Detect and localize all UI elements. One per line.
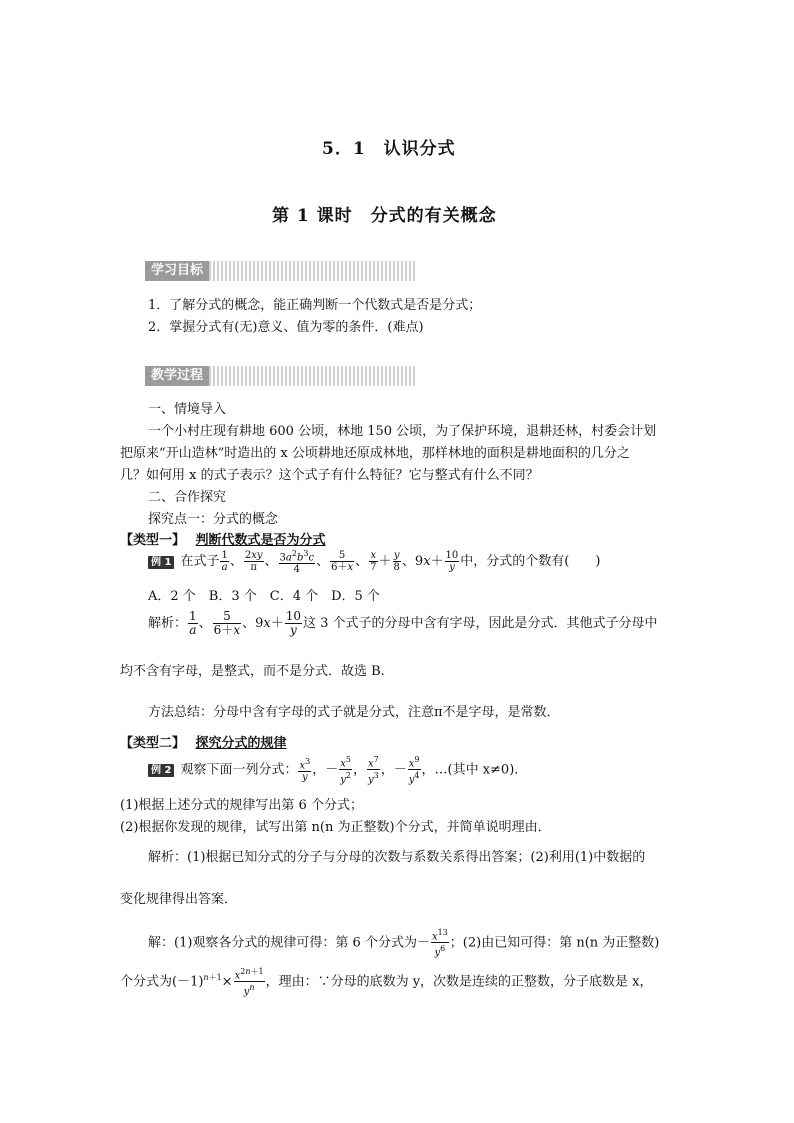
lesson-title: 第 1 课时 分式的有关概念 xyxy=(272,206,497,226)
solution-prefix: 解：(1)观察各分式的规律可得：第 6 个分式为－ xyxy=(148,935,430,951)
expr-10-over-y: $\frac{10}{y}$ xyxy=(445,550,459,574)
solution-line-2: 个分式为$(-1)^{n+1}\times$ $\frac{x^{2n+1}}{y^n}$ ，理由：∵分母的底数为 y，次数是连续的正整数，分子底数是 x， xyxy=(120,967,653,998)
expr-1-over-a: $\frac{1}{a}$ xyxy=(221,550,228,574)
type2-label: 【类型二】 xyxy=(120,736,186,751)
intro-line-1: 一个小村庄现有耕地 600 公顷，林地 150 公顷，为了保护环境，退耕还林，村委会计划 xyxy=(148,424,657,439)
explore-point-1: 探究点一：分式的概念 xyxy=(148,512,279,527)
example-1-prefix: 在式子 xyxy=(180,554,220,570)
type1-row xyxy=(120,529,326,548)
intro-line-2: 把原来“开山造林”时造出的 x 公顷耕地还原成林地，那样林地的面积是耕地面积的几分之 xyxy=(120,446,630,461)
expr-5-over-6-plus-x: $\frac{5}{6+x}$ xyxy=(331,550,354,574)
expr-2xy-over-pi: $\frac{2xy}{\pi}$ xyxy=(244,550,263,574)
example-2-question-1: (1)根据上述分式的规律写出第 6 个分式； xyxy=(120,798,363,813)
example-2-prefix: 观察下面一列分式： xyxy=(180,762,298,778)
example-1-badge: 例 1 xyxy=(148,556,174,569)
example-1-analysis-line-2: 均不含有字母，是整式，而不是分式．故选 B. xyxy=(120,664,385,679)
seq-term-4: $\frac{x^9}{y^4}$ xyxy=(408,755,420,786)
intro-line-3: 几？如何用 x 的式子表示？这个式子有什么特征？它与整式有什么不同？ xyxy=(120,468,539,483)
analysis-expr-5-over-6-plus-x: $\frac{5}{6+x}$ xyxy=(213,609,241,637)
type2-row xyxy=(120,732,287,751)
example-2-analysis-line-2: 变化规律得出答案． xyxy=(120,892,238,907)
example-2-badge: 例 2 xyxy=(148,764,174,777)
objectives-header-bar xyxy=(145,261,417,281)
example-2-analysis-line-1: 解析：(1)根据已知分式的分子与分母的次数与系数关系得出答案；(2)利用(1)中数据的 xyxy=(148,850,646,865)
objective-item-2: 2．掌握分式有(无)意义、值为零的条件．(难点) xyxy=(148,320,424,335)
example-2-line: 例 2 观察下面一列分式： $\frac{x^3}{y}$ ，－ $\frac{x^5}{y^2}$ ， $\frac{x^7}{y^3}$ ，－ $\frac{x^9}{y^4}$ ，…(其中 x≠0)． xyxy=(148,754,527,786)
example-2-suffix: ，…(其中 x≠0)． xyxy=(421,762,528,778)
explore-heading: 二、合作探究 xyxy=(148,490,227,505)
analysis-1-tail: 这 3 个式子的分母中含有字母，因此是分式．其他式子分母中 xyxy=(303,616,658,631)
expr-3a2b3c-over-4: $\frac{3a^2b^3c}{4}$ xyxy=(279,549,315,576)
method-summary: 方法总结：分母中含有字母的式子就是分式，注意π不是字母，是常数． xyxy=(148,705,560,720)
seq-term-1: $\frac{x^3}{y}$ xyxy=(299,757,311,784)
example-1-line: 例 1 在式子 $\frac{1}{a}$ 、 $\frac{2xy}{\pi}$ 、 $\frac{3a^2b^3c}{4}$ 、 $\frac{5}{6+x}$ 、 $\frac{x}{7}$ ＋ $\frac{y}{8}$ 、9x＋ $\frac{10}{y}$ 中，分式的个数有( ) xyxy=(148,548,600,575)
type1-label: 【类型一】 xyxy=(120,533,186,548)
solution-mid: ；(2)由已知可得：第 n(n 为正整数) xyxy=(449,935,660,951)
solution-line-2-tail: ，理由：∵分母的底数为 y，次数是连续的正整数，分子底数是 x， xyxy=(265,974,653,990)
seq-term-2: $\frac{x^5}{y^2}$ xyxy=(340,755,351,786)
objective-item-1: 1．了解分式的概念，能正确判断一个代数式是否是分式； xyxy=(148,298,482,313)
example-2-question-2: (2)根据你发现的规律，试写出第 n(n 为正整数)个分式，并简单说明理由． xyxy=(120,820,551,835)
intro-heading: 一、情境导入 xyxy=(148,402,227,417)
type1-title: 判断代数式是否为分式 xyxy=(195,533,326,548)
analysis-1-prefix: 解析： xyxy=(148,616,188,631)
example-1-suffix: 中，分式的个数有( ) xyxy=(460,554,601,570)
solution-term-6: $\frac{x^{13}}{y^6}$ xyxy=(431,928,448,959)
solution-line-1 xyxy=(148,927,659,959)
example-1-options: A．2 个 B．3 个 C．4 个 D．5 个 xyxy=(148,589,380,604)
seq-term-3: $\frac{x^7}{y^3}$ xyxy=(367,755,379,786)
example-1-analysis: 解析： $\frac{1}{a}$ 、 $\frac{5}{6+x}$ 、9x＋ $\frac{10}{y}$ 这 3 个式子的分母中含有字母，因此是分式．其他式子分母中 xyxy=(148,609,658,637)
expr-x-over-7: $\frac{x}{7}$ xyxy=(370,550,377,574)
analysis-expr-10-over-y: $\frac{10}{y}$ xyxy=(285,609,302,637)
solution-line-2-prefix: 个分式为(－1) xyxy=(120,974,204,990)
process-header-bar xyxy=(145,366,417,386)
expr-y-over-8: $\frac{y}{8}$ xyxy=(393,550,400,574)
type2-title: 探究分式的规律 xyxy=(195,736,287,751)
process-header: 教学过程 xyxy=(145,366,209,386)
analysis-expr-1-over-a: $\frac{1}{a}$ xyxy=(189,609,197,637)
objectives-header: 学习目标 xyxy=(145,261,209,281)
section-title: 5．1 认识分式 xyxy=(322,139,456,159)
solution-general-term: $\frac{x^{2n+1}}{y^n}$ xyxy=(234,967,264,998)
